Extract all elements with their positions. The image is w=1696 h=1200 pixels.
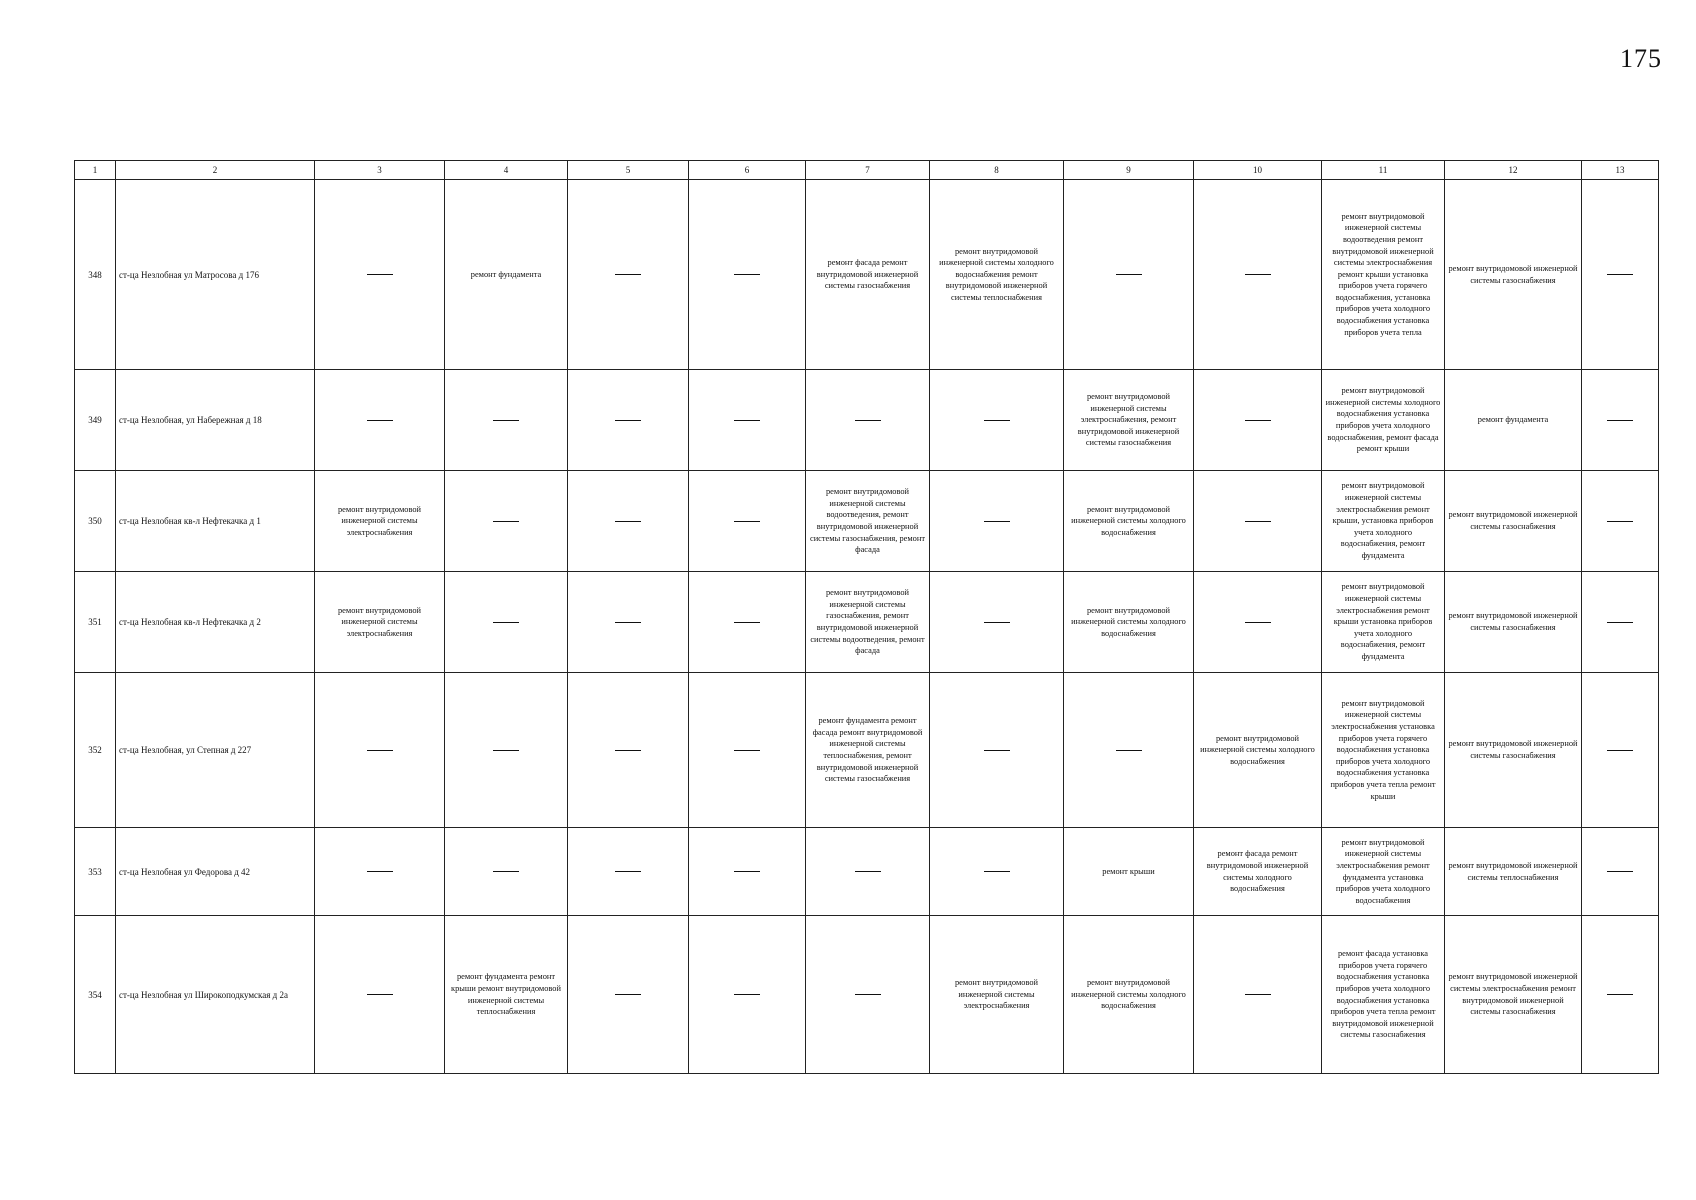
page-number: 175 (1620, 44, 1662, 73)
empty-dash-cell (1582, 572, 1659, 673)
dash-mark (734, 420, 760, 421)
dash-mark (1245, 274, 1271, 275)
empty-dash-cell (315, 370, 445, 471)
work-cell: ремонт фасада ремонт внутридомовой инженерной системы газоснабжения (806, 180, 930, 370)
dash-mark (493, 750, 519, 751)
dash-mark (1116, 750, 1142, 751)
column-header: 3 (315, 161, 445, 180)
dash-mark (984, 420, 1010, 421)
empty-dash-cell (930, 370, 1064, 471)
repair-works-table (74, 160, 1659, 1074)
work-cell: ремонт фундамента ремонт фасада ремонт внутридомовой инженерной системы теплоснабжения, ремонт внутридомовой инженерной системы газоснабжения (806, 673, 930, 828)
dash-mark (615, 420, 641, 421)
work-cell: ремонт внутридомовой инженерной системы газоснабжения (1445, 673, 1582, 828)
work-cell: ремонт внутридомовой инженерной системы электроснабжения ремонт внутридомовой инженерной системы газоснабжения (1445, 916, 1582, 1074)
work-cell: ремонт внутридомовой инженерной системы электроснабжения ремонт крыши установка приборов учета холодного водоснабжения, ремонт фундамента (1322, 572, 1445, 673)
dash-mark (984, 622, 1010, 623)
row-number: 349 (75, 370, 116, 471)
column-header: 7 (806, 161, 930, 180)
work-cell: ремонт внутридомовой инженерной системы холодного водоснабжения (1064, 471, 1194, 572)
dash-mark (493, 521, 519, 522)
row-number: 352 (75, 673, 116, 828)
work-cell: ремонт внутридомовой инженерной системы газоснабжения (1445, 180, 1582, 370)
empty-dash-cell (445, 673, 568, 828)
work-cell: ремонт внутридомовой инженерной системы холодного водоснабжения (1194, 673, 1322, 828)
dash-mark (734, 871, 760, 872)
dash-mark (984, 521, 1010, 522)
header-row (75, 161, 1659, 180)
column-header: 11 (1322, 161, 1445, 180)
row-number: 348 (75, 180, 116, 370)
address-cell: ст-ца Незлобная кв-л Нефтекачка д 2 (116, 572, 315, 673)
work-cell: ремонт внутридомовой инженерной системы теплоснабжения (1445, 828, 1582, 916)
dash-mark (855, 994, 881, 995)
empty-dash-cell (1194, 370, 1322, 471)
dash-mark (1245, 622, 1271, 623)
work-cell: ремонт внутридомовой инженерной системы водоотведения ремонт внутридомовой инженерной системы электроснабжения ремонт крыши установка приборов учета горячего водоснабжения, установка приборов учета холодного водоснабжения установка приборов учета тепла (1322, 180, 1445, 370)
empty-dash-cell (930, 471, 1064, 572)
empty-dash-cell (445, 471, 568, 572)
work-cell: ремонт внутридомовой инженерной системы газоснабжения (1445, 471, 1582, 572)
dash-mark (493, 871, 519, 872)
work-cell: ремонт внутридомовой инженерной системы холодного водоснабжения (1064, 916, 1194, 1074)
dash-mark (1116, 274, 1142, 275)
work-cell: ремонт внутридомовой инженерной системы холодного водоснабжения установка приборов учета холодного водоснабжения, ремонт фасада ремонт крыши (1322, 370, 1445, 471)
work-cell: ремонт внутридомовой инженерной системы электроснабжения установка приборов учета горячего водоснабжения установка приборов учета холодного водоснабжения установка приборов учета тепла ремонт крыши (1322, 673, 1445, 828)
dash-mark (615, 622, 641, 623)
column-header: 4 (445, 161, 568, 180)
empty-dash-cell (315, 916, 445, 1074)
column-header: 9 (1064, 161, 1194, 180)
table-row (75, 471, 1659, 572)
empty-dash-cell (445, 370, 568, 471)
empty-dash-cell (568, 673, 689, 828)
work-cell: ремонт внутридомовой инженерной системы электроснабжения (930, 916, 1064, 1074)
dash-mark (1607, 750, 1633, 751)
dash-mark (615, 274, 641, 275)
empty-dash-cell (689, 180, 806, 370)
empty-dash-cell (568, 916, 689, 1074)
dash-mark (1607, 420, 1633, 421)
empty-dash-cell (1064, 180, 1194, 370)
dash-mark (367, 994, 393, 995)
empty-dash-cell (1194, 180, 1322, 370)
empty-dash-cell (568, 471, 689, 572)
dash-mark (984, 750, 1010, 751)
dash-mark (367, 274, 393, 275)
empty-dash-cell (1582, 180, 1659, 370)
work-cell: ремонт внутридомовой инженерной системы электроснабжения, ремонт внутридомовой инженерной системы газоснабжения (1064, 370, 1194, 471)
dash-mark (734, 622, 760, 623)
table-body (75, 180, 1659, 1074)
work-cell: ремонт внутридомовой инженерной системы электроснабжения (315, 471, 445, 572)
address-cell: ст-ца Незлобная, ул Набережная д 18 (116, 370, 315, 471)
empty-dash-cell (930, 828, 1064, 916)
empty-dash-cell (445, 828, 568, 916)
dash-mark (734, 994, 760, 995)
empty-dash-cell (445, 572, 568, 673)
row-number: 353 (75, 828, 116, 916)
empty-dash-cell (1582, 370, 1659, 471)
work-cell: ремонт внутридомовой инженерной системы водоотведения, ремонт внутридомовой инженерной системы газоснабжения, ремонт фасада (806, 471, 930, 572)
empty-dash-cell (568, 572, 689, 673)
work-cell: ремонт внутридомовой инженерной системы газоснабжения (1445, 572, 1582, 673)
empty-dash-cell (1194, 916, 1322, 1074)
table-row (75, 673, 1659, 828)
dash-mark (734, 274, 760, 275)
table-row (75, 916, 1659, 1074)
empty-dash-cell (315, 673, 445, 828)
dash-mark (1245, 994, 1271, 995)
dash-mark (615, 871, 641, 872)
dash-mark (493, 622, 519, 623)
work-cell: ремонт фундамента (445, 180, 568, 370)
empty-dash-cell (806, 916, 930, 1074)
address-cell: ст-ца Незлобная ул Федорова д 42 (116, 828, 315, 916)
dash-mark (493, 420, 519, 421)
dash-mark (1607, 871, 1633, 872)
row-number: 350 (75, 471, 116, 572)
work-cell: ремонт фасада установка приборов учета горячего водоснабжения установка приборов учета холодного водоснабжения установка приборов учета тепла ремонт внутридомовой инженерной системы газоснабжения (1322, 916, 1445, 1074)
empty-dash-cell (1582, 828, 1659, 916)
empty-dash-cell (1194, 572, 1322, 673)
dash-mark (1245, 420, 1271, 421)
dash-mark (855, 871, 881, 872)
dash-mark (367, 420, 393, 421)
dash-mark (1607, 521, 1633, 522)
dash-mark (615, 521, 641, 522)
table-header (75, 161, 1659, 180)
empty-dash-cell (1582, 673, 1659, 828)
work-cell: ремонт фундамента (1445, 370, 1582, 471)
empty-dash-cell (1582, 471, 1659, 572)
dash-mark (1607, 274, 1633, 275)
column-header: 12 (1445, 161, 1582, 180)
column-header: 13 (1582, 161, 1659, 180)
address-cell: ст-ца Незлобная кв-л Нефтекачка д 1 (116, 471, 315, 572)
dash-mark (734, 521, 760, 522)
column-header: 5 (568, 161, 689, 180)
empty-dash-cell (1194, 471, 1322, 572)
row-number: 351 (75, 572, 116, 673)
dash-mark (734, 750, 760, 751)
empty-dash-cell (930, 673, 1064, 828)
empty-dash-cell (1582, 916, 1659, 1074)
dash-mark (1607, 622, 1633, 623)
empty-dash-cell (568, 370, 689, 471)
work-cell: ремонт фундамента ремонт крыши ремонт внутридомовой инженерной системы теплоснабжения (445, 916, 568, 1074)
dash-mark (984, 871, 1010, 872)
work-cell: ремонт внутридомовой инженерной системы электроснабжения ремонт фундамента установка приборов учета холодного водоснабжения (1322, 828, 1445, 916)
dash-mark (367, 750, 393, 751)
table-row (75, 828, 1659, 916)
dash-mark (1607, 994, 1633, 995)
dash-mark (855, 420, 881, 421)
column-header: 2 (116, 161, 315, 180)
column-header: 6 (689, 161, 806, 180)
empty-dash-cell (689, 828, 806, 916)
dash-mark (615, 994, 641, 995)
empty-dash-cell (806, 828, 930, 916)
empty-dash-cell (315, 180, 445, 370)
work-cell: ремонт внутридомовой инженерной системы электроснабжения (315, 572, 445, 673)
empty-dash-cell (689, 370, 806, 471)
row-number: 354 (75, 916, 116, 1074)
table-row (75, 370, 1659, 471)
work-cell: ремонт внутридомовой инженерной системы газоснабжения, ремонт внутридомовой инженерной системы водоотведения, ремонт фасада (806, 572, 930, 673)
address-cell: ст-ца Незлобная, ул Степная д 227 (116, 673, 315, 828)
empty-dash-cell (689, 673, 806, 828)
table-row (75, 180, 1659, 370)
empty-dash-cell (1064, 673, 1194, 828)
empty-dash-cell (689, 916, 806, 1074)
column-header: 10 (1194, 161, 1322, 180)
empty-dash-cell (689, 572, 806, 673)
table-row (75, 572, 1659, 673)
empty-dash-cell (806, 370, 930, 471)
dash-mark (1245, 521, 1271, 522)
dash-mark (367, 871, 393, 872)
empty-dash-cell (930, 572, 1064, 673)
column-header: 8 (930, 161, 1064, 180)
empty-dash-cell (568, 828, 689, 916)
work-cell: ремонт внутридомовой инженерной системы электроснабжения ремонт крыши, установка приборов учета холодного водоснабжения, ремонт фундамента (1322, 471, 1445, 572)
empty-dash-cell (689, 471, 806, 572)
work-cell: ремонт внутридомовой инженерной системы холодного водоснабжения (1064, 572, 1194, 673)
work-cell: ремонт фасада ремонт внутридомовой инженерной системы холодного водоснабжения (1194, 828, 1322, 916)
work-cell: ремонт крыши (1064, 828, 1194, 916)
work-cell: ремонт внутридомовой инженерной системы холодного водоснабжения ремонт внутридомовой инженерной системы теплоснабжения (930, 180, 1064, 370)
empty-dash-cell (568, 180, 689, 370)
dash-mark (615, 750, 641, 751)
address-cell: ст-ца Незлобная ул Широкоподкумская д 2а (116, 916, 315, 1074)
column-header: 1 (75, 161, 116, 180)
address-cell: ст-ца Незлобная ул Матросова д 176 (116, 180, 315, 370)
empty-dash-cell (315, 828, 445, 916)
